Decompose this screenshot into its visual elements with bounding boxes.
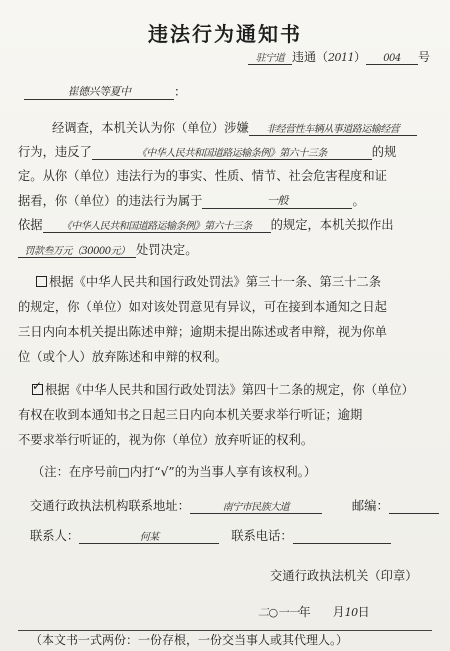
violation-handwritten: 非经营性车辆从事道路运输经营: [249, 120, 417, 136]
contact-line-2: [30, 526, 432, 544]
statement-right-line-3: 三日内向本机关提出陈述申辩；逾期未提出陈述或者申辩，视为你单: [18, 325, 387, 339]
phone-label: 联系电话：: [231, 529, 293, 543]
body-line-5: [18, 215, 432, 233]
footer-note: （本文书一式两份：一份存根，一份交当事人或其代理人。）: [30, 633, 349, 647]
doc-agency-handwritten: 驻宁道: [248, 49, 292, 65]
date-day-handwritten: 10: [344, 606, 358, 619]
contact-line-1: [30, 496, 432, 514]
recipient-suffix: ：: [174, 85, 187, 99]
doc-suffix: 号: [417, 50, 430, 64]
body-text: 依据: [18, 218, 43, 232]
doc-number-handwritten: 004: [366, 53, 418, 65]
address-handwritten: 南宁市民族大道: [190, 498, 322, 514]
address-label: 交通行政执法机构联系地址：: [30, 499, 190, 513]
person-label: 联系人：: [30, 529, 80, 543]
statement-right-checkbox: [36, 276, 47, 287]
postcode-label: 邮编：: [351, 499, 389, 513]
person-handwritten: 何某: [79, 528, 219, 544]
body-line-6: [18, 240, 432, 258]
body-line-3: 定。从你（单位）违法行为的事实、性质、情节、社会危害程度和证: [18, 169, 387, 183]
doc-year-handwritten: 2011: [327, 51, 354, 64]
document-number: [248, 48, 430, 65]
rights-note: （注：在序号前□内打“√”的为当事人享有该权利。）: [32, 465, 317, 479]
statement-right-line-2: 的规定，你（单位）如对该处罚意见有异议，可在接到本通知之日起: [18, 300, 387, 314]
body-text: 。: [352, 194, 365, 208]
date-year-label: 年: [298, 605, 311, 619]
date-day-label: 日: [357, 605, 370, 619]
issuing-agency: 交通行政执法机关（印章）: [270, 569, 418, 583]
body-text: 的规: [371, 145, 397, 159]
body-line-1: [52, 118, 432, 136]
body-text: 的规定，本机关拟作出: [270, 218, 394, 232]
body-text: 处罚决定。: [136, 243, 198, 257]
document-title: 违法行为通知书: [148, 22, 302, 46]
statement-right-line-1: [36, 272, 432, 290]
hearing-right-line-1: [32, 380, 432, 398]
severity-handwritten: 一般: [202, 192, 352, 209]
body-text: 根据《中华人民共和国行政处罚法》第四十二条的规定，你（单位）: [45, 383, 414, 397]
law-handwritten: 《中华人民共和国道路运输条例》第六十三条: [92, 144, 372, 160]
postcode-field: [389, 513, 439, 514]
recipient-name-handwritten: 崔德兴等夏中: [24, 83, 174, 100]
date-month-label: 月: [332, 605, 345, 619]
signature-date: [258, 603, 370, 620]
body-text: 据看，你（单位）的违法行为属于: [18, 194, 203, 208]
penalty-handwritten: 罚款叁万元（30000元）: [18, 242, 136, 258]
recipient-line: [24, 82, 186, 100]
body-text: 经调查，本机关认为你（单位）涉嫌: [52, 121, 249, 135]
body-text: 行为，违反了: [18, 145, 92, 159]
hearing-right-line-2: 有权在收到本通知书之日起三日内向本机关要求举行听证；逾期: [18, 408, 363, 422]
hearing-right-checkbox-checked: [32, 384, 43, 395]
date-year-handwritten: 二○一一: [258, 606, 299, 619]
body-line-2: [18, 142, 432, 160]
basis-handwritten: 《中华人民共和国道路运输条例》第六十三条: [43, 217, 271, 233]
phone-field: [293, 543, 391, 544]
doc-year-suffix: ）: [353, 50, 366, 64]
body-text: 根据《中华人民共和国行政处罚法》第三十一条、第三十二条: [49, 275, 382, 289]
body-line-4: [18, 191, 432, 209]
hearing-right-line-3: 不要求举行听证的，视为你（单位）放弃听证的权利。: [18, 433, 314, 447]
doc-prefix: 违通（: [291, 50, 328, 64]
statement-right-line-4: 位（或个人）放弃陈述和申辩的权利。: [18, 350, 228, 364]
